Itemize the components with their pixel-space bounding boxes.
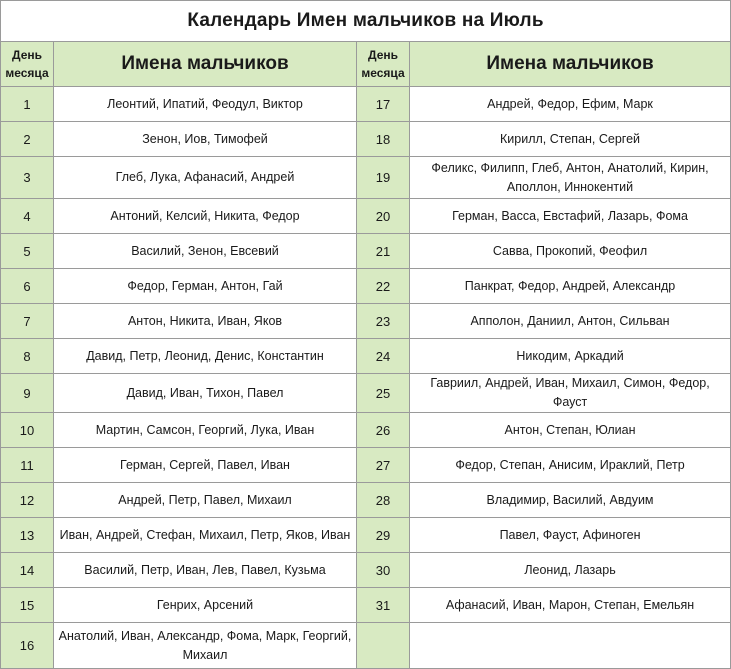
names-cell: Василий, Петр, Иван, Лев, Павел, Кузьма (54, 553, 357, 588)
names-cell: Анатолий, Иван, Александр, Фома, Марк, Георгий, Михаил (54, 623, 357, 669)
names-cell: Феликс, Филипп, Глеб, Антон, Анатолий, Кирин, Аполлон, Иннокентий (410, 157, 731, 199)
names-cell: Леонтий, Ипатий, Феодул, Виктор (54, 87, 357, 122)
day-number-cell: 28 (357, 483, 410, 518)
table-row (1, 304, 731, 339)
day-number-cell: 1 (1, 87, 54, 122)
day-number-cell: 16 (1, 623, 54, 669)
table-row (1, 157, 731, 199)
table-row (1, 483, 731, 518)
day-number-cell: 20 (357, 199, 410, 234)
day-number-cell: 5 (1, 234, 54, 269)
table-row (1, 269, 731, 304)
names-cell: Мартин, Самсон, Георгий, Лука, Иван (54, 413, 357, 448)
day-number-cell: 22 (357, 269, 410, 304)
names-cell: Савва, Прокопий, Феофил (410, 234, 731, 269)
names-cell: Леонид, Лазарь (410, 553, 731, 588)
table-row (1, 518, 731, 553)
names-cell: Апполон, Даниил, Антон, Сильван (410, 304, 731, 339)
table-row (1, 339, 731, 374)
day-number-cell: 14 (1, 553, 54, 588)
day-number-cell: 29 (357, 518, 410, 553)
names-cell: Зенон, Иов, Тимофей (54, 122, 357, 157)
day-number-cell: 8 (1, 339, 54, 374)
names-cell: Федор, Степан, Анисим, Ираклий, Петр (410, 448, 731, 483)
names-cell: Иван, Андрей, Стефан, Михаил, Петр, Яков, Иван (54, 518, 357, 553)
day-number-cell: 10 (1, 413, 54, 448)
table-row (1, 234, 731, 269)
names-cell: Антон, Степан, Юлиан (410, 413, 731, 448)
names-cell: Никодим, Аркадий (410, 339, 731, 374)
names-cell: Гавриил, Андрей, Иван, Михаил, Симон, Федор, Фауст (410, 374, 731, 413)
names-column-header: Имена мальчиков (410, 42, 731, 87)
day-number-cell: 24 (357, 339, 410, 374)
day-number-cell: 27 (357, 448, 410, 483)
day-number-cell: 30 (357, 553, 410, 588)
day-number-cell: 3 (1, 157, 54, 199)
day-number-cell: 15 (1, 588, 54, 623)
day-column-header: День месяца (357, 42, 410, 87)
table-row (1, 413, 731, 448)
day-number-cell: 21 (357, 234, 410, 269)
names-cell: Герман, Сергей, Павел, Иван (54, 448, 357, 483)
day-number-cell: 6 (1, 269, 54, 304)
day-number-cell: 9 (1, 374, 54, 413)
table-title: Календарь Имен мальчиков на Июль (1, 1, 731, 42)
names-cell: Федор, Герман, Антон, Гай (54, 269, 357, 304)
table-row (1, 199, 731, 234)
names-cell: Антоний, Келсий, Никита, Федор (54, 199, 357, 234)
day-number-cell: 12 (1, 483, 54, 518)
day-number-cell: 17 (357, 87, 410, 122)
table-row (1, 374, 731, 413)
table-row (1, 553, 731, 588)
day-number-cell: 25 (357, 374, 410, 413)
day-number-cell: 23 (357, 304, 410, 339)
names-cell: Андрей, Петр, Павел, Михаил (54, 483, 357, 518)
table-row (1, 87, 731, 122)
names-cell: Василий, Зенон, Евсевий (54, 234, 357, 269)
day-number-cell: 18 (357, 122, 410, 157)
names-cell: Антон, Никита, Иван, Яков (54, 304, 357, 339)
day-number-cell: 31 (357, 588, 410, 623)
table-row (1, 122, 731, 157)
day-number-cell: 13 (1, 518, 54, 553)
table-row (1, 588, 731, 623)
names-cell: Владимир, Василий, Авдуим (410, 483, 731, 518)
day-number-cell: 7 (1, 304, 54, 339)
day-column-header: День месяца (1, 42, 54, 87)
day-number-cell: 2 (1, 122, 54, 157)
names-cell: Панкрат, Федор, Андрей, Александр (410, 269, 731, 304)
names-column-header: Имена мальчиков (54, 42, 357, 87)
day-number-cell: 26 (357, 413, 410, 448)
names-cell: Кирилл, Степан, Сергей (410, 122, 731, 157)
names-cell: Павел, Фауст, Афиноген (410, 518, 731, 553)
table-row (1, 448, 731, 483)
names-cell: Афанасий, Иван, Марон, Степан, Емельян (410, 588, 731, 623)
day-number-cell: 11 (1, 448, 54, 483)
names-cell: Давид, Петр, Леонид, Денис, Константин (54, 339, 357, 374)
names-cell: Генрих, Арсений (54, 588, 357, 623)
names-cell: Герман, Васса, Евстафий, Лазарь, Фома (410, 199, 731, 234)
day-number-cell: 19 (357, 157, 410, 199)
names-cell: Глеб, Лука, Афанасий, Андрей (54, 157, 357, 199)
names-cell: Давид, Иван, Тихон, Павел (54, 374, 357, 413)
day-number-cell: 4 (1, 199, 54, 234)
names-cell: Андрей, Федор, Ефим, Марк (410, 87, 731, 122)
calendar-body (1, 87, 731, 669)
